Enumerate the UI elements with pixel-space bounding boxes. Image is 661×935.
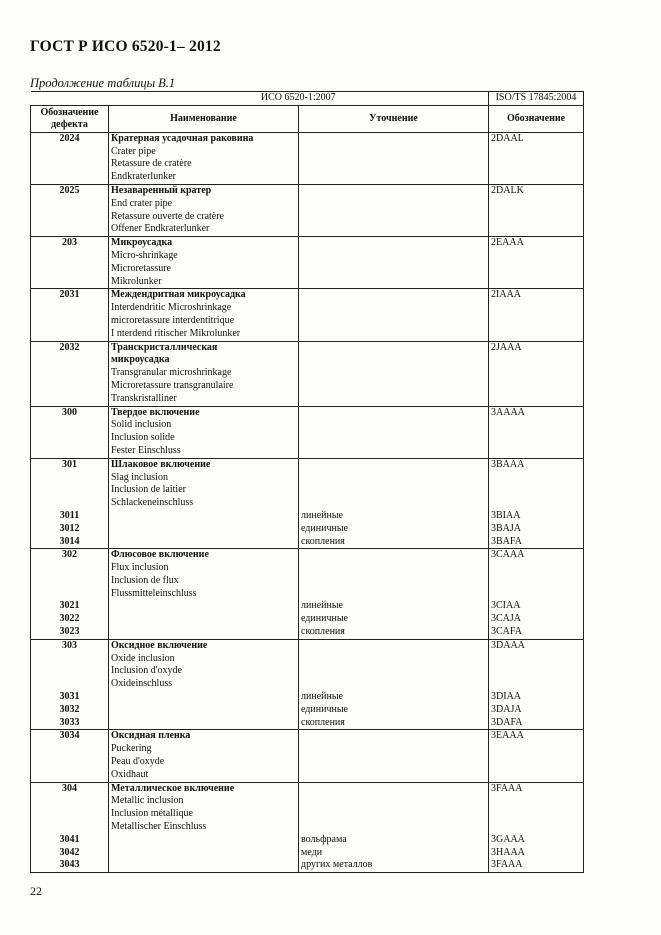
defect-name-cell: [109, 406, 299, 458]
sub-name-cell: [109, 691, 299, 704]
sub-name-cell: [109, 847, 299, 860]
spec-cell: [299, 237, 489, 289]
table-row: [31, 341, 584, 406]
sub-table-row: [31, 613, 584, 626]
sub-table-row: [31, 717, 584, 730]
defect-name-ru: Твердое включение: [111, 406, 200, 418]
defect-name-cell: [109, 132, 299, 184]
designation: 2DAAL: [489, 132, 584, 184]
sub-defect-code: 3031: [31, 691, 109, 704]
page-number: 22: [30, 884, 42, 898]
defect-name-translation: Interdendritic Microshrinkage: [111, 302, 232, 314]
sub-designation: 3CAJA: [489, 613, 584, 626]
defect-name-translation: Microretassure: [111, 262, 171, 274]
defect-code: 2031: [31, 289, 109, 341]
defect-name-translation: Retassure ouverte de cratère: [111, 210, 224, 222]
defect-name-ru: Металлическое включение: [111, 782, 235, 794]
table-row: [31, 184, 584, 236]
defect-name-translation: Inclusion de flux: [111, 574, 179, 586]
sub-defect-code: 3042: [31, 847, 109, 860]
sub-table-row: [31, 859, 584, 872]
sub-table-row: [31, 600, 584, 613]
defect-name-translation: Microretassure transgranulaire: [111, 379, 234, 391]
defect-name-cell: [109, 237, 299, 289]
sub-designation: 3DAJA: [489, 704, 584, 717]
sub-name-cell: [109, 523, 299, 536]
defect-name-cell: [109, 782, 299, 834]
defect-name-ru: Шлаковое включение: [111, 458, 211, 470]
defect-code: 303: [31, 639, 109, 691]
defect-name-translation: Crater pipe: [111, 145, 156, 157]
defect-name-ru: Флюсовое включение: [111, 549, 209, 561]
sub-name-cell: [109, 613, 299, 626]
defect-name-cell: [109, 549, 299, 601]
defect-name-translation: Slag inclusion: [111, 471, 168, 483]
sub-name-cell: [109, 626, 299, 639]
sub-designation: 3BIAA: [489, 510, 584, 523]
defect-name-translation: Schlackeneinschluss: [111, 497, 194, 509]
defect-name-translation: Metallischer Einschluss: [111, 821, 207, 833]
table-row: [31, 237, 584, 289]
designation: 3AAAA: [489, 406, 584, 458]
defect-name-translation: Flux inclusion: [111, 562, 169, 574]
sub-designation: 3HAAA: [489, 847, 584, 860]
sub-designation: 3BAJA: [489, 523, 584, 536]
sub-table-row: [31, 704, 584, 717]
col-header-code: Обозначение дефекта: [31, 105, 109, 132]
defect-name-translation: Inclusion métallique: [111, 808, 193, 820]
sub-name-cell: [109, 717, 299, 730]
defect-name-cell: [109, 184, 299, 236]
sub-name-cell: [109, 859, 299, 872]
designation: 3EAAA: [489, 730, 584, 782]
iso-ts-standard-header: ISO/TS 17845:2004: [489, 92, 584, 106]
defect-name-translation: Oxideinschluss: [111, 678, 173, 690]
sub-defect-code: 3043: [31, 859, 109, 872]
sub-designation: 3GAAA: [489, 834, 584, 847]
sub-designation: 3CIAA: [489, 600, 584, 613]
sub-defect-code: 3012: [31, 523, 109, 536]
sub-table-row: [31, 523, 584, 536]
sub-defect-code: 3023: [31, 626, 109, 639]
defect-name-translation: Transgranular microshrinkage: [111, 367, 232, 379]
sub-name-cell: [109, 704, 299, 717]
defect-name-ru: Оксидная пленка: [111, 730, 191, 742]
spec-cell: [299, 132, 489, 184]
designation: 2DALK: [489, 184, 584, 236]
sub-spec: единичные: [299, 613, 489, 626]
table-row: [31, 730, 584, 782]
sub-defect-code: 3021: [31, 600, 109, 613]
defect-code: 302: [31, 549, 109, 601]
designation: 3CAAA: [489, 549, 584, 601]
defect-name-ru: Кратерная усадочная раковина: [111, 132, 254, 144]
table-caption: Продолжение таблицы В.1: [30, 76, 176, 90]
sub-spec: единичные: [299, 704, 489, 717]
table-row: [31, 132, 584, 184]
defect-name-translation: I nterdend ritischer Mikrolunker: [111, 327, 241, 339]
defect-name-ru: Междендритная микроусадка: [111, 289, 246, 301]
defect-name-cell: [109, 730, 299, 782]
sub-spec: меди: [299, 847, 489, 860]
sub-name-cell: [109, 600, 299, 613]
sub-designation: 3FAAA: [489, 859, 584, 872]
defect-name-translation: Oxidhaut: [111, 768, 149, 780]
sub-table-row: [31, 691, 584, 704]
defect-code: 304: [31, 782, 109, 834]
spec-cell: [299, 549, 489, 601]
col-header-designation: Обозначение: [489, 105, 584, 132]
defect-code: 2024: [31, 132, 109, 184]
defect-name-translation: Inclusion d'oxyde: [111, 665, 182, 677]
designation: 2IAAA: [489, 289, 584, 341]
sub-spec: линейные: [299, 510, 489, 523]
sub-spec: единичные: [299, 523, 489, 536]
sub-designation: 3DAFA: [489, 717, 584, 730]
defect-name-translation: Inclusion de laitier: [111, 484, 186, 496]
sub-spec: скопления: [299, 536, 489, 549]
sub-designation: 3CAFA: [489, 626, 584, 639]
sub-defect-code: 3014: [31, 536, 109, 549]
defect-name-cell: [109, 341, 299, 406]
spec-cell: [299, 406, 489, 458]
col-header-spec: Уточнение: [299, 105, 489, 132]
designation: 3FAAA: [489, 782, 584, 834]
defect-name-cell: [109, 458, 299, 510]
sub-table-row: [31, 847, 584, 860]
defect-name-ru: Транскристаллическая микроусадка: [111, 341, 218, 366]
table-row: [31, 406, 584, 458]
spec-cell: [299, 730, 489, 782]
defect-code: 3034: [31, 730, 109, 782]
defect-name-translation: Offener Endkraterlunker: [111, 223, 210, 235]
defect-name-translation: End crater pipe: [111, 197, 173, 209]
defect-name-translation: Metallic inclusion: [111, 795, 184, 807]
defect-name-cell: [109, 639, 299, 691]
designation: 3BAAA: [489, 458, 584, 510]
defect-name-cell: [109, 289, 299, 341]
sub-spec: скопления: [299, 626, 489, 639]
defect-name-translation: Retassure de cratère: [111, 158, 192, 170]
sub-name-cell: [109, 510, 299, 523]
defect-code: 2025: [31, 184, 109, 236]
sub-defect-code: 3011: [31, 510, 109, 523]
sub-defect-code: 3033: [31, 717, 109, 730]
designation: 2EAAA: [489, 237, 584, 289]
defect-name-translation: microretassure interdentitrique: [111, 314, 235, 326]
defect-name-translation: Micro-shrinkage: [111, 249, 178, 261]
table-row: [31, 782, 584, 834]
table-row: [31, 549, 584, 601]
sub-name-cell: [109, 834, 299, 847]
sub-name-cell: [109, 536, 299, 549]
sub-defect-code: 3022: [31, 613, 109, 626]
defect-name-ru: Оксидное включение: [111, 639, 208, 651]
sub-table-row: [31, 626, 584, 639]
defect-code: 300: [31, 406, 109, 458]
designation: 3DAAA: [489, 639, 584, 691]
defects-table: [30, 91, 584, 873]
table-row: [31, 458, 584, 510]
sub-spec: линейные: [299, 691, 489, 704]
defect-name-ru: Микроусадка: [111, 237, 173, 249]
defect-name-translation: Puckering: [111, 743, 152, 755]
defect-name-translation: Flussmitteleinschluss: [111, 587, 197, 599]
sub-table-row: [31, 834, 584, 847]
spec-cell: [299, 458, 489, 510]
sub-table-row: [31, 510, 584, 523]
designation: 2JAAA: [489, 341, 584, 406]
defect-name-translation: Oxide inclusion: [111, 652, 175, 664]
defect-code: 203: [31, 237, 109, 289]
sub-defect-code: 3032: [31, 704, 109, 717]
sub-spec: скопления: [299, 717, 489, 730]
defect-code: 301: [31, 458, 109, 510]
spec-cell: [299, 289, 489, 341]
col-header-name: Наименование: [109, 105, 299, 132]
table-top-header-row: [31, 92, 584, 106]
defect-name-translation: Inclusion solide: [111, 432, 175, 444]
defect-code: 2032: [31, 341, 109, 406]
sub-designation: 3BAFA: [489, 536, 584, 549]
spec-cell: [299, 782, 489, 834]
defect-name-translation: Solid inclusion: [111, 419, 172, 431]
defect-name-translation: Fester Einschluss: [111, 444, 181, 456]
defect-name-translation: Transkristalliner: [111, 392, 177, 404]
sub-table-row: [31, 536, 584, 549]
table-column-header-row: [31, 105, 584, 132]
spec-cell: [299, 639, 489, 691]
defect-name-translation: Endkraterlunker: [111, 171, 176, 183]
iso-standard-header: ИСО 6520-1:2007: [109, 92, 489, 106]
defect-name-translation: Mikrolunker: [111, 275, 162, 287]
defect-name-ru: Незаваренный кратер: [111, 184, 212, 196]
document-title: ГОСТ Р ИСО 6520-1– 2012: [30, 38, 221, 55]
spec-cell: [299, 184, 489, 236]
spec-cell: [299, 341, 489, 406]
sub-defect-code: 3041: [31, 834, 109, 847]
table-row: [31, 289, 584, 341]
sub-spec: вольфрама: [299, 834, 489, 847]
sub-designation: 3DIAA: [489, 691, 584, 704]
table-row: [31, 639, 584, 691]
sub-spec: линейные: [299, 600, 489, 613]
defect-name-translation: Peau d'oxyde: [111, 756, 165, 768]
sub-spec: других металлов: [299, 859, 489, 872]
